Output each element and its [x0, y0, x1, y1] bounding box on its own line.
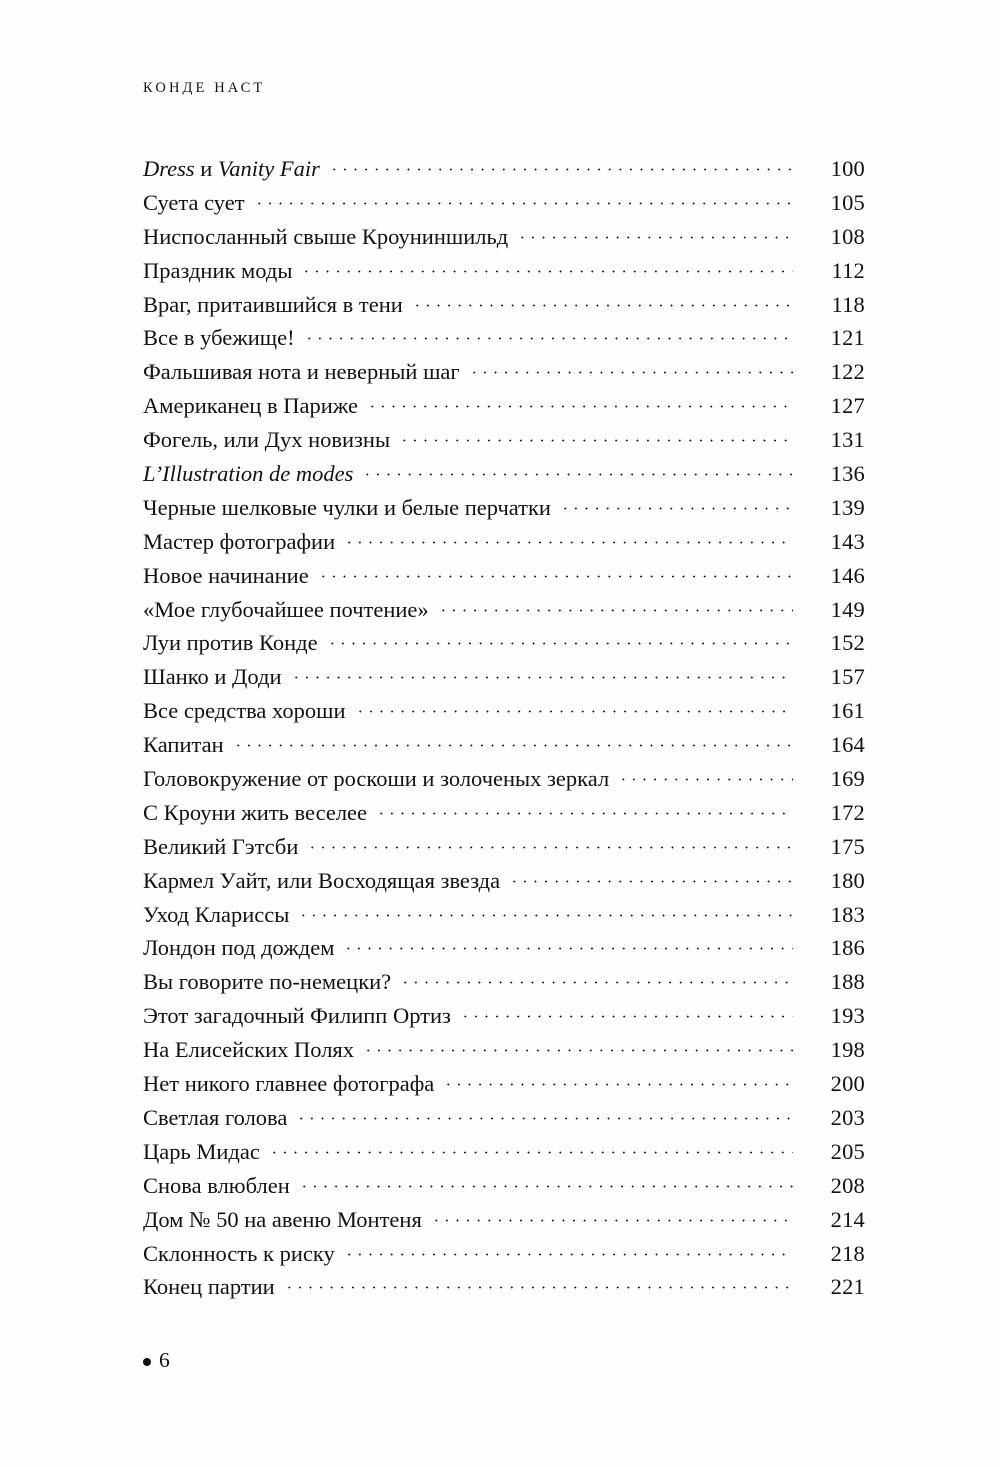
- toc-dot-leader: [344, 527, 793, 549]
- toc-dot-leader: [291, 662, 794, 684]
- toc-entry[interactable]: [143, 728, 865, 762]
- toc-entry[interactable]: [143, 626, 865, 660]
- toc-entry-page-number: 143: [830, 528, 865, 554]
- toc-entry[interactable]: [143, 423, 865, 457]
- toc-entry[interactable]: [143, 1033, 865, 1067]
- toc-entry-page-number: 112: [831, 257, 865, 283]
- toc-entry-title: Капитан: [143, 732, 224, 758]
- toc-dot-leader: [560, 493, 793, 515]
- toc-entry-title: Уход Клариссы: [143, 901, 290, 927]
- toc-dot-leader: [329, 154, 793, 176]
- toc-entry-page-number: 131: [830, 427, 865, 453]
- toc-entry-page-number: 186: [830, 935, 865, 961]
- toc-dot-leader: [443, 1069, 793, 1091]
- toc-entry-page-number: 188: [830, 969, 865, 995]
- toc-entry[interactable]: [143, 1270, 865, 1304]
- toc-entry-title: Дом № 50 на авеню Монтеня: [143, 1206, 422, 1232]
- toc-entry-page-number: 193: [830, 1003, 865, 1029]
- toc-entry-title: Все средства хороши: [143, 698, 346, 724]
- toc-entry-page-number: 152: [830, 630, 865, 656]
- toc-entry-title: Кармел Уайт, или Восходящая звезда: [143, 867, 501, 893]
- toc-entry-page-number: 100: [830, 156, 865, 181]
- toc-dot-leader: [355, 696, 793, 718]
- toc-entry-page-number: 205: [830, 1138, 865, 1164]
- toc-dot-leader: [344, 1239, 793, 1261]
- toc-entry-page-number: 136: [830, 461, 865, 487]
- toc-entry-page-number: 183: [830, 901, 865, 927]
- toc-entry-title: Ниспосланный свыше Кроуниншильд: [143, 223, 509, 249]
- toc-entry-title: Конец партии: [143, 1274, 275, 1300]
- toc-entry-title: Нет никого главнее фотографа: [143, 1071, 435, 1097]
- toc-entry-title-part: Vanity Fair: [217, 156, 320, 181]
- toc-dot-leader: [438, 595, 793, 617]
- toc-entry-title: Вы говорите по-немецки?: [143, 969, 392, 995]
- toc-dot-leader: [517, 222, 793, 244]
- toc-dot-leader: [376, 798, 793, 820]
- toc-entry[interactable]: [143, 288, 865, 322]
- toc-entry[interactable]: [143, 254, 865, 288]
- toc-entry[interactable]: [143, 660, 865, 694]
- table-of-contents: [143, 152, 865, 1304]
- toc-entry[interactable]: [143, 186, 865, 220]
- toc-entry-title: «Мое глубочайшее почтение»: [143, 596, 429, 622]
- toc-dot-leader: [460, 1001, 793, 1023]
- toc-dot-leader: [299, 1171, 793, 1193]
- toc-entry-title: На Елисейских Полях: [143, 1037, 355, 1063]
- toc-dot-leader: [298, 900, 793, 922]
- toc-dot-leader: [363, 1035, 793, 1057]
- toc-entry-title-part: Dress: [143, 156, 195, 181]
- toc-entry-page-number: 172: [830, 799, 865, 825]
- toc-dot-leader: [327, 628, 793, 650]
- toc-dot-leader: [469, 357, 793, 379]
- toc-entry[interactable]: [143, 1101, 865, 1135]
- toc-entry-page-number: 208: [830, 1172, 865, 1198]
- toc-entry[interactable]: [143, 1067, 865, 1101]
- toc-entry-title: Царь Мидас: [143, 1138, 260, 1164]
- toc-entry[interactable]: [143, 355, 865, 389]
- toc-entry-title: Луи против Конде: [143, 630, 318, 656]
- toc-entry-page-number: 221: [830, 1274, 865, 1300]
- toc-entry-title: L’Illustration de modes: [143, 461, 354, 487]
- toc-entry-title: С Кроуни жить веселее: [143, 799, 368, 825]
- toc-entry-title: Фогель, или Дух новизны: [143, 427, 391, 453]
- toc-entry-title: Шанко и Доди: [143, 664, 282, 690]
- toc-entry-title: Склонность к риску: [143, 1240, 335, 1266]
- toc-dot-leader: [233, 730, 793, 752]
- toc-entry-page-number: 214: [830, 1206, 865, 1232]
- toc-entry-page-number: 169: [830, 766, 865, 792]
- toc-entry[interactable]: [143, 965, 865, 999]
- toc-dot-leader: [362, 459, 793, 481]
- bullet-icon: [143, 1358, 151, 1366]
- toc-dot-leader: [304, 323, 793, 345]
- toc-dot-leader: [296, 1103, 793, 1125]
- toc-dot-leader: [400, 967, 793, 989]
- toc-entry-page-number: 146: [830, 562, 865, 588]
- toc-entry-title: Этот загадочный Филипп Ортиз: [143, 1003, 451, 1029]
- toc-entry-page-number: 180: [830, 867, 865, 893]
- toc-entry[interactable]: [143, 389, 865, 423]
- toc-entry[interactable]: [143, 762, 865, 796]
- toc-entry-page-number: 122: [830, 359, 865, 385]
- toc-entry-title: [143, 152, 329, 186]
- toc-entry[interactable]: [143, 593, 865, 627]
- toc-dot-leader: [254, 188, 793, 210]
- toc-dot-leader: [399, 425, 793, 447]
- toc-dot-leader: [343, 933, 793, 955]
- toc-entry-page-number: 139: [830, 494, 865, 520]
- toc-entry[interactable]: [143, 999, 865, 1033]
- toc-entry[interactable]: [143, 830, 865, 864]
- toc-entry-title: Мастер фотографии: [143, 528, 336, 554]
- toc-entry-page-number: 149: [830, 596, 865, 622]
- toc-entry[interactable]: [143, 491, 865, 525]
- toc-entry-page-number: 105: [830, 189, 865, 215]
- toc-dot-leader: [412, 290, 793, 312]
- toc-entry[interactable]: [143, 1203, 865, 1237]
- toc-entry-title: Все в убежище!: [143, 325, 295, 351]
- toc-entry-title: Светлая голова: [143, 1104, 288, 1130]
- toc-entry-title: Суета сует: [143, 189, 245, 215]
- toc-dot-leader: [307, 832, 793, 854]
- toc-entry-page-number: 127: [830, 393, 865, 419]
- toc-entry-title: Новое начинание: [143, 562, 309, 588]
- toc-dot-leader: [509, 866, 793, 888]
- toc-dot-leader: [269, 1137, 793, 1159]
- toc-entry-page-number: 121: [830, 325, 865, 351]
- toc-entry[interactable]: [143, 796, 865, 830]
- toc-entry-title: Снова влюблен: [143, 1172, 290, 1198]
- toc-dot-leader: [367, 391, 793, 413]
- toc-entry-title: Праздник моды: [143, 257, 293, 283]
- toc-dot-leader: [301, 256, 793, 278]
- toc-entry[interactable]: [143, 321, 865, 355]
- toc-entry[interactable]: [143, 1237, 865, 1271]
- toc-entry-title: Великий Гэтсби: [143, 833, 299, 859]
- toc-entry-title: Головокружение от роскоши и золоченых зеркал: [143, 766, 610, 792]
- toc-entry-title: Черные шелковые чулки и белые перчатки: [143, 494, 551, 520]
- toc-entry[interactable]: [143, 864, 865, 898]
- folio-page-number: 6: [159, 1348, 170, 1372]
- toc-entry[interactable]: [143, 152, 865, 186]
- toc-entry-title: Враг, притаившийся в тени: [143, 291, 403, 317]
- toc-dot-leader: [431, 1205, 793, 1227]
- running-head: КОНДЕ НАСТ: [143, 80, 266, 96]
- toc-entry-title-conjunction: и: [194, 156, 218, 181]
- toc-entry[interactable]: [143, 898, 865, 932]
- toc-entry-title: Лондон под дождем: [143, 935, 335, 961]
- toc-entry-page-number: 203: [830, 1104, 865, 1130]
- toc-entry-page-number: 218: [830, 1240, 865, 1266]
- toc-entry-page-number: 198: [830, 1037, 865, 1063]
- toc-entry-page-number: 157: [830, 664, 865, 690]
- toc-dot-leader: [618, 764, 793, 786]
- toc-entry-page-number: 175: [830, 833, 865, 859]
- toc-dot-leader: [318, 561, 793, 583]
- toc-entry-page-number: 164: [830, 732, 865, 758]
- toc-entry[interactable]: [143, 457, 865, 491]
- toc-entry[interactable]: [143, 931, 865, 965]
- toc-entry-page-number: 161: [830, 698, 865, 724]
- toc-entry[interactable]: [143, 1169, 865, 1203]
- toc-entry-title: Американец в Париже: [143, 393, 359, 419]
- toc-entry[interactable]: [143, 559, 865, 593]
- toc-entry[interactable]: [143, 525, 865, 559]
- toc-entry[interactable]: [143, 220, 865, 254]
- toc-entry-title: Фальшивая нота и неверный шаг: [143, 359, 460, 385]
- toc-dot-leader: [284, 1272, 793, 1294]
- toc-entry-page-number: 108: [830, 223, 865, 249]
- folio: [143, 1348, 170, 1373]
- toc-entry-page-number: 118: [831, 291, 865, 317]
- toc-entry[interactable]: [143, 694, 865, 728]
- toc-entry-page-number: 200: [830, 1071, 865, 1097]
- toc-entry[interactable]: [143, 1135, 865, 1169]
